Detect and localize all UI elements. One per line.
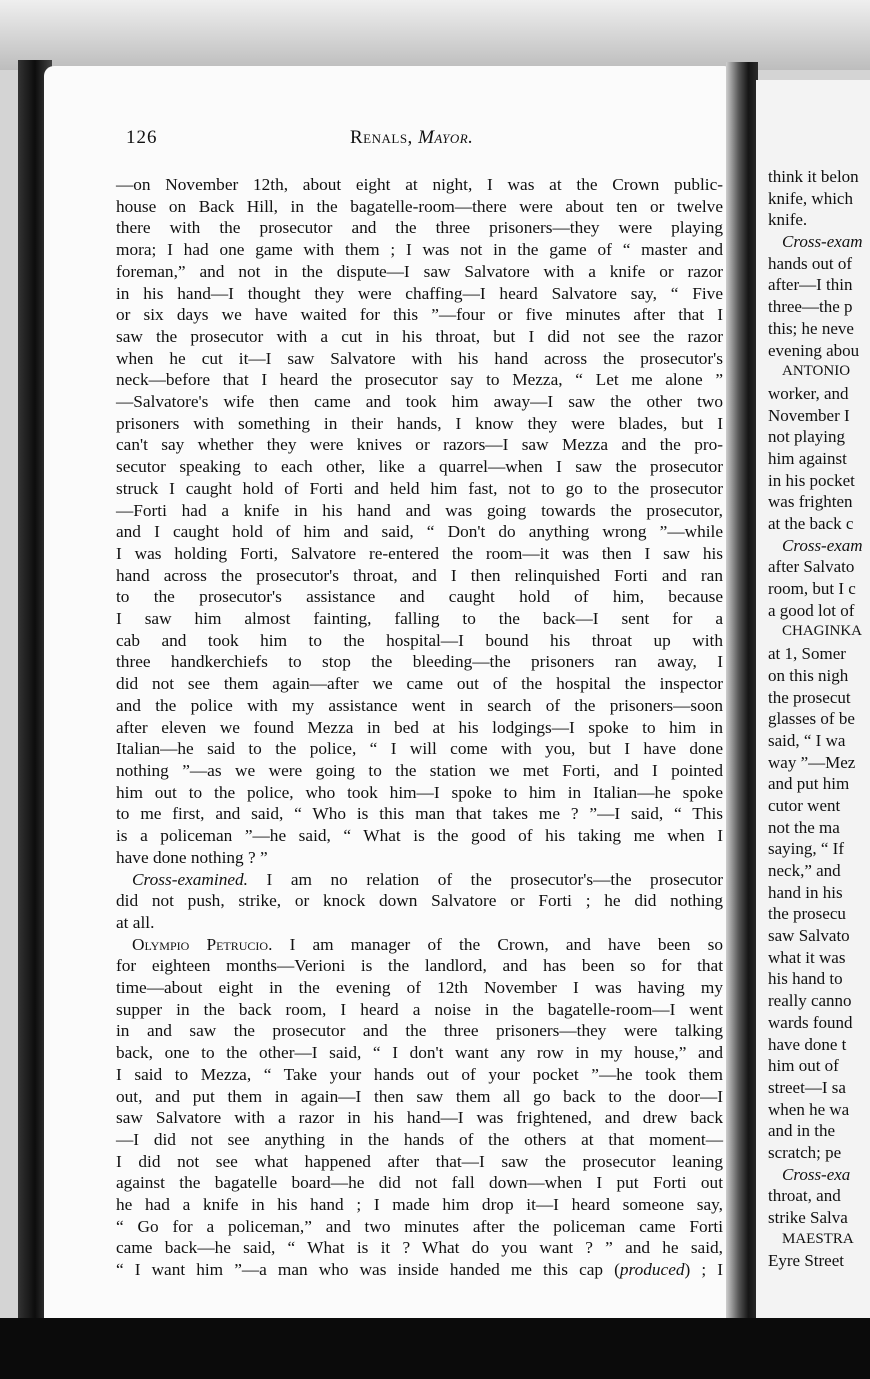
scan-top-edge [0,0,870,70]
text-line: nothing ”—as we were going to the station we met Forti, and I pointed [116,760,723,780]
text-line: after eleven we found Mezza in bed at his lodgings—I spoke to him in [116,717,723,737]
text-line: have done nothing ? ” [116,847,268,867]
facing-page-line: have done t [768,1034,847,1054]
facing-page-line: this; he neve [768,318,854,338]
cross-examination-paragraph [116,869,723,934]
text-line: three handkerchiefs to stop the bleeding—the prisoners ran away, I [116,652,723,672]
facing-page-line: what it was [768,947,846,967]
text-line: struck I caught hold of Forti and held him fast, not to go to the prosecutor [116,478,723,498]
facing-page-line: evening abou [768,340,860,360]
facing-page-line: Cross-exa [782,1164,851,1184]
text-line: cab and took him to the hospital—I bound his throat up with [116,630,723,650]
text-run: I am no relation of the prosecutor's—the prosecutor [248,869,723,889]
facing-page-line: knife. [768,210,808,230]
facing-page-line: CHAGINKA [782,623,862,640]
text-line: did not push, strike, or knock down Salvatore or Forti ; he did nothing [116,891,723,911]
text-run: “ I want him ”—a man who was inside handed me this cap ( [116,1260,620,1280]
facing-page-text [768,166,863,1272]
text-line: time—about eight in the evening of 12th November I was having my [116,978,723,998]
facing-page-line: neck,” and [768,861,841,880]
facing-page-line: saw Salvato [768,926,850,946]
text-line [116,934,723,956]
running-title-name: Renals, [350,127,413,148]
text-line: him out to the police, who took him—I spoke to him in Italian—he spoke [116,782,723,802]
body-text [116,174,723,1281]
facing-page-line: Cross-exam [782,232,863,252]
text-line: —Forti had a knife in his hand and was going towards the prosecutor, [116,500,723,520]
text-line: to me first, and said, “ Who is this man that takes me ? ”—I said, “ This [116,804,723,824]
text-line: there with the prosecutor and the three prisoners—they were playing [116,218,723,238]
facing-page-line: in his pocket [768,470,855,490]
facing-page-line: the prosecu [768,904,846,924]
text-line: “ Go for a policeman,” and two minutes after the policeman came Forti [116,1216,723,1236]
text-run: ) ; I [684,1260,724,1280]
text-line: I said to Mezza, “ Take your hands out of your pocket ”—he took them [116,1064,723,1084]
facing-page-line: think it belon [768,167,859,186]
text-line: Italian—he said to the police, “ I will come with you, but I have done [116,739,723,759]
facing-page-line: scratch; pe [768,1142,842,1162]
facing-page-line: the prosecut [768,687,851,707]
facing-page-line: three—the p [768,297,853,317]
text-run: I am manager of the Crown, and have been so [272,934,723,954]
text-line: or six days we have waited for this ”—four or five minutes after that I [116,305,723,325]
facing-page-line: knife, which [768,188,853,208]
facing-page-line: at the back c [768,514,854,533]
facing-page-line: him out of [768,1056,839,1076]
text-line: I saw him almost fainting, falling to the back—I sent for a [116,609,723,629]
text-line: and the police with my assistance went in search of the prisoners—soon [116,695,723,715]
text-line: for eighteen months—Verioni is the landlord, and has been so for that [116,956,723,976]
facing-page-line: said, “ I wa [768,730,846,750]
facing-page-line: November I [768,405,850,425]
text-line: —Salvatore's wife then came and took him away—I saw the other two [116,392,723,412]
facing-page-line: not playing [768,427,845,447]
text-line: saw the prosecutor with a cut in his throat, but I did not see the razor [116,326,723,346]
text-line: to the prosecutor's assistance and caught hold of him, because [116,587,723,607]
facing-page-line: his hand to [768,969,843,989]
text-line: supper in the back room, I heard a noise in the bagatelle-room—I went [116,999,723,1019]
text-line [116,869,723,891]
facing-page-line: after Salvato [768,557,855,577]
text-line: mora; I had one game with them ; I was not in the game of “ master and [116,240,723,260]
text-line: can't say whether they were knives or razors—I saw Mezza and the pro- [116,435,723,455]
text-line: neck—before that I heard the prosecutor say to Mezza, “ Let me alone ” [116,370,723,390]
text-line: came back—he said, “ What is it ? What do you want ? ” and he said, [116,1238,723,1258]
facing-page-line: ANTONIO [782,363,851,380]
facing-page-line: room, but I c [768,579,856,599]
text-line: prisoners with something in their hands, I know they were blades, but I [116,413,723,433]
facing-page-line: Cross-exam [782,535,863,555]
facing-page-line: a good lot of [768,600,855,620]
facing-page-line: Eyre Street [768,1251,844,1271]
facing-page-line: and put him [768,774,850,794]
text-line: hand across the prosecutor's throat, and I then relinquished Forti and ran [116,565,723,585]
facing-page-line: was frighten [768,492,853,512]
facing-page-line: on this nigh [768,665,849,685]
facing-page-line: worker, and [768,383,849,403]
facing-page-line: throat, and [768,1186,841,1206]
facing-page-line: strike Salva [768,1208,848,1227]
text-line: I was holding Forti, Salvatore re-entered the room—it was then I saw his [116,543,723,563]
text-line: against the bagatelle board—he did not fall down—when I put Forti out [116,1173,723,1193]
facing-page-line: him against [768,448,847,468]
facing-page-line: at 1, Somer [768,644,846,664]
text-line: in his hand—I thought they were chaffing—I heard Salvatore say, “ Five [116,283,723,303]
text-line: —on November 12th, about eight at night, I was at the Crown public- [116,175,723,194]
text-line [116,1259,723,1281]
scan-bottom-edge [0,1318,870,1379]
facing-page [756,80,870,1325]
text-line: foreman,” and not in the dispute—I saw Salvatore with a knife or razor [116,261,723,281]
produced-exhibit: produced [619,1260,685,1280]
facing-page-line: glasses of be [768,709,855,729]
facing-page-line: street—I sa [768,1077,846,1097]
text-line: at all. [116,912,155,932]
facing-page-line: really canno [768,991,852,1011]
text-line: secutor speaking to each other, like a quarrel—when I saw the prosecutor [116,457,723,477]
running-title-role: Mayor. [418,127,474,148]
page-header [126,127,726,157]
witness-paragraph [116,934,723,1281]
testimony-paragraph [116,174,723,869]
text-line: in and saw the prosecutor and the three prisoners—they were talking [116,1021,723,1041]
text-line: did not see them again—after we came out of the hospital the inspector [116,674,723,694]
cross-examined-label: Cross-examined. [132,869,248,889]
facing-page-line: MAESTRA [782,1230,854,1247]
text-line: —I did not see anything in the hands of the others at that moment— [116,1129,723,1149]
facing-page-line: wards found [768,1012,853,1032]
text-line: and I caught hold of him and said, “ Don't do anything wrong ”—while [116,522,723,542]
facing-page-line: when he wa [768,1099,850,1119]
facing-page-line: after—I thin [768,275,853,295]
page-number: 126 [126,127,158,148]
text-line: when he cut it—I saw Salvatore with his hand across the prosecutor's [116,348,723,368]
text-line: he had a knife in his hand ; I made him drop it—I heard someone say, [116,1195,723,1215]
text-line: is a policeman ”—he said, “ What is the good of his taking me when I [116,826,723,846]
book-gutter [726,62,758,1332]
witness-name: Olympio Petrucio. [132,934,273,954]
facing-page-line: cutor went [768,795,841,815]
text-line: saw Salvatore with a razor in his hand—I was frightened, and drew back [116,1108,723,1128]
facing-page-line: hands out of [768,253,853,273]
text-line: out, and put them in again—I then saw them all go back to the door—I [116,1086,723,1106]
facing-page-line: not the ma [768,817,840,837]
text-line: I did not see what happened after that—I saw the prosecutor leaning [116,1151,723,1171]
text-line: back, one to the other—I said, “ I don't want any row in my house,” and [116,1043,723,1063]
text-line: house on Back Hill, in the bagatelle-room—there were about ten or twelve [116,196,723,216]
facing-page-line: and in the [768,1121,836,1141]
facing-page-line: saying, “ If [768,839,845,859]
running-title [350,127,473,149]
facing-page-line: way ”—Mez [768,752,856,772]
facing-page-line: hand in his [768,882,843,902]
